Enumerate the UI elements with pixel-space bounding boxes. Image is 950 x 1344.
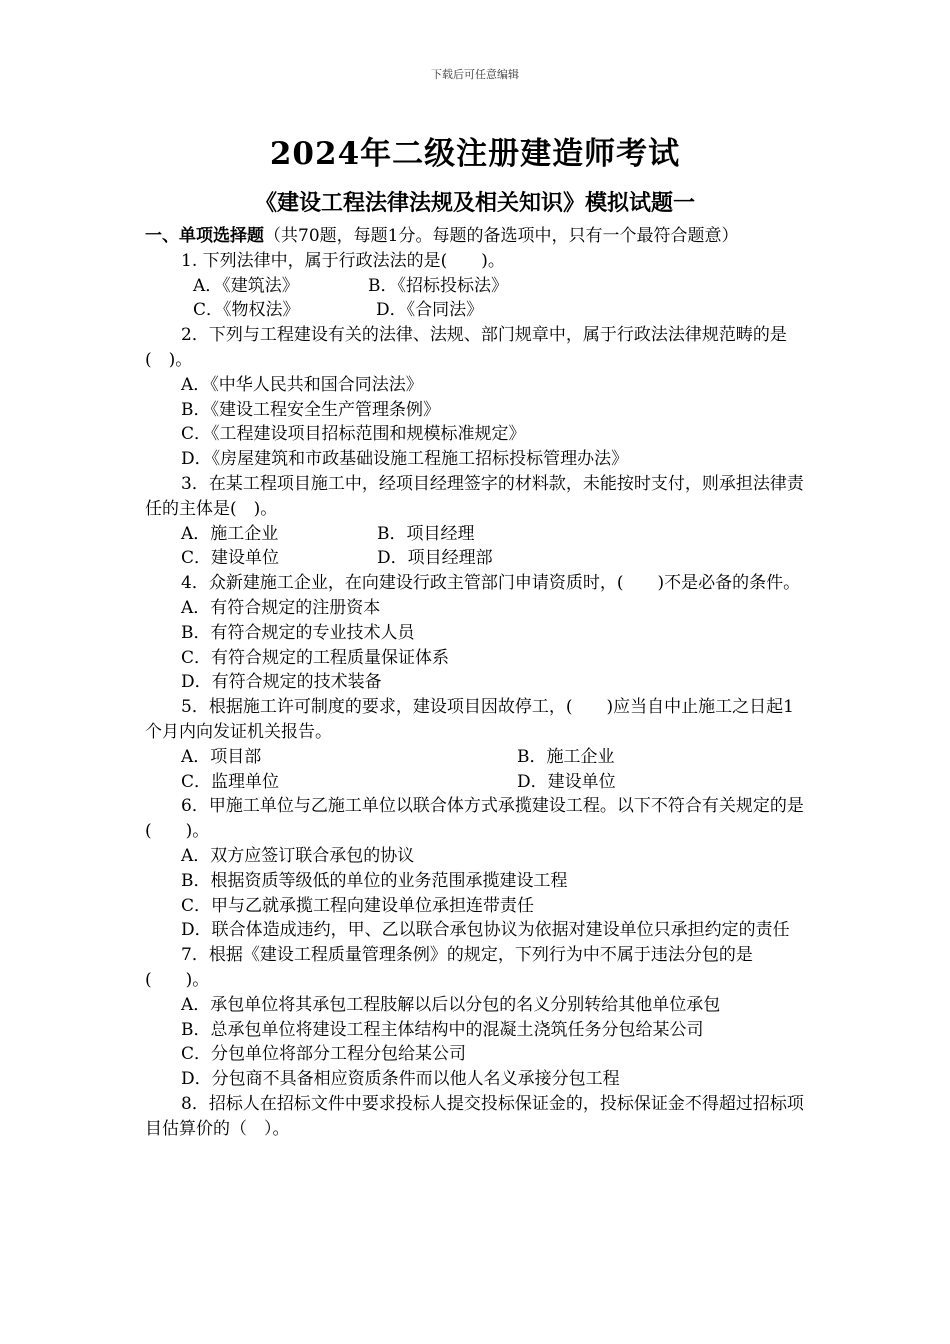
section-note: （共70题，每题1分。每题的备选项中，只有一个最符合题意）: [264, 226, 739, 246]
option-a: A．《中华人民共和国合同法法》: [181, 374, 423, 395]
option-a: A．有符合规定的注册资本: [181, 597, 381, 618]
question-stem: 3．在某工程项目施工中，经项目经理签字的材料款，未能按时支付，则承担法律责任的主体是( )。: [145, 473, 804, 519]
section-heading: [145, 224, 810, 249]
option-d: D．联合体造成违约，甲、乙以联合承包协议为依据对建设单位只承担约定的责任: [181, 920, 790, 941]
question-stem: 2．下列与工程建设有关的法律、法规、部门规章中，属于行政法法律规范畴的是( )。: [145, 325, 787, 370]
option-c: C．监理单位: [181, 771, 280, 792]
option-b: B．《建设工程安全生产管理条例》: [181, 399, 440, 420]
option-row: [145, 745, 810, 770]
option-d: D．《房屋建筑和市政基础设施工程施工招标投标管理办法》: [181, 449, 629, 470]
header-note: 下载后可任意编辑: [431, 68, 519, 81]
option-c: C．甲与乙就承揽工程向建设单位承担连带责任: [181, 895, 535, 916]
page-title: 2024年二级注册建造师考试: [269, 136, 681, 172]
question-stem: 6．甲施工单位与乙施工单位以联合体方式承揽建设工程。以下不符合有关规定的是( )。: [145, 796, 804, 842]
option-b: B．施工企业: [517, 746, 615, 767]
option-b: B．根据资质等级低的单位的业务范围承揽建设工程: [181, 870, 568, 891]
question-stem: 5．根据施工许可制度的要求，建设项目因故停工，( )应当自中止施工之日起1个月内向发证机关报告。: [145, 697, 794, 742]
question-stem: 7．根据《建设工程质量管理条例》的规定，下列行为中不属于违法分包的是( )。: [145, 945, 753, 990]
question-stem: 8．招标人在招标文件中要求投标人提交投标保证金的，投标保证金不得超过招标项目估算价的（ ）。: [145, 1093, 804, 1139]
option-row: [145, 298, 810, 323]
option-b: B．有符合规定的专业技术人员: [181, 622, 415, 643]
option-b: B．项目经理: [377, 523, 475, 544]
option-d: D．分包商不具备相应资质条件而以他人名义承接分包工程: [181, 1069, 620, 1090]
option-c: C．《工程建设项目招标范围和规模标准规定》: [181, 424, 526, 445]
page-subtitle: 《建设工程法律法规及相关知识》模拟试题一: [254, 190, 695, 216]
option-c: C．分包单位将部分工程分包给某公司: [181, 1044, 467, 1065]
question-stem: 4．众新建施工企业，在向建设行政主管部门申请资质时，( )不是必备的条件。: [181, 573, 801, 594]
option-a: A．项目部: [181, 746, 262, 767]
option-row: [145, 546, 810, 571]
option-d: D．建设单位: [517, 771, 616, 792]
option-d: D．有符合规定的技术装备: [181, 672, 382, 693]
option-b: B．《招标投标法》: [368, 275, 508, 296]
option-d: D．《合同法》: [376, 300, 484, 321]
option-b: B．总承包单位将建设工程主体结构中的混凝土浇筑任务分包给某公司: [181, 1019, 704, 1040]
exam-content: [145, 224, 810, 1141]
option-c: C．建设单位: [181, 548, 280, 569]
option-d: D．项目经理部: [377, 548, 493, 569]
option-c: C．《物权法》: [193, 300, 300, 321]
question-stem: 1. 下列法律中，属于行政法法的是( )。: [181, 250, 505, 271]
section-title: 一、单项选择题: [145, 226, 264, 246]
option-a: A．《建筑法》: [193, 275, 299, 296]
option-row: [145, 770, 810, 795]
option-a: A．承包单位将其承包工程肢解以后以分包的名义分别转给其他单位承包: [181, 994, 721, 1015]
option-a: A．施工企业: [181, 523, 279, 544]
option-c: C．有符合规定的工程质量保证体系: [181, 647, 450, 668]
option-row: [145, 274, 810, 299]
option-a: A．双方应签订联合承包的协议: [181, 845, 415, 866]
option-row: [145, 522, 810, 547]
